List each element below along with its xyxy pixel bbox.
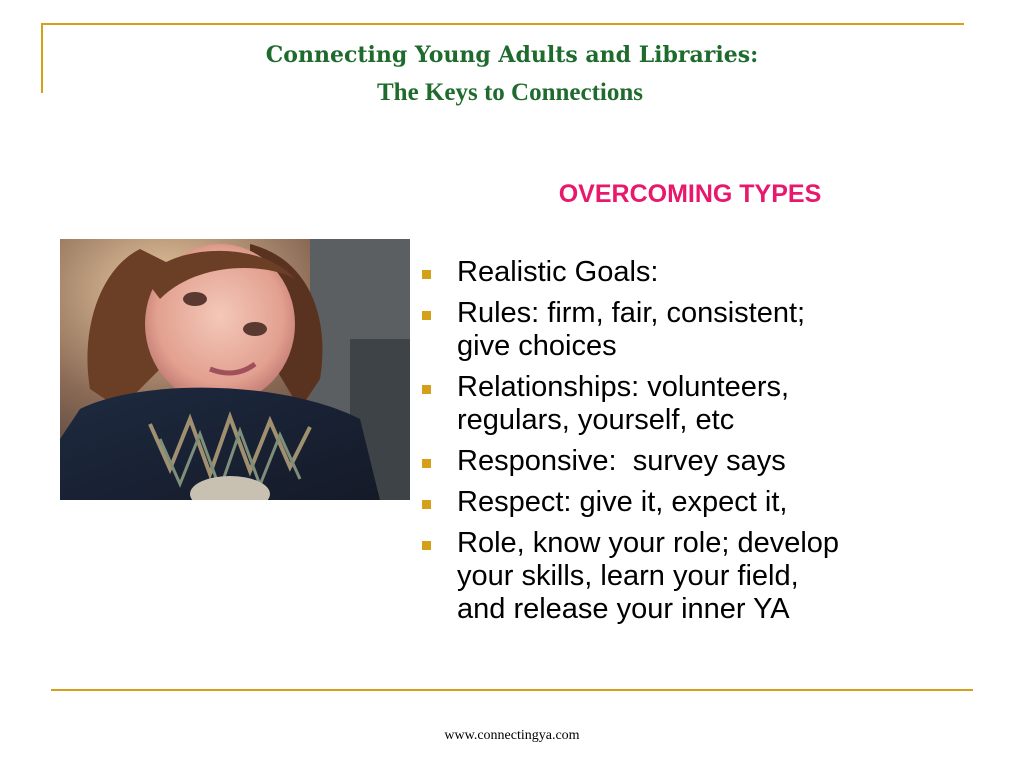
bullet-text: Rules: firm, fair, consistent; give choices bbox=[457, 297, 806, 362]
bullet-square-icon bbox=[422, 385, 431, 394]
bullet-square-icon bbox=[422, 270, 431, 279]
bullet-item bbox=[420, 371, 980, 437]
bullet-text: Realistic Goals: bbox=[457, 256, 659, 288]
bullet-square-icon bbox=[422, 541, 431, 550]
slide-title bbox=[0, 40, 1024, 108]
frame-top-rule bbox=[41, 23, 964, 25]
bullet-text: Responsive: survey says bbox=[457, 445, 786, 477]
bullet-item bbox=[420, 486, 980, 519]
bullet-square-icon bbox=[422, 311, 431, 320]
bullet-text: Role, know your role; develop your skills, learn your field, and release your inner YA bbox=[457, 527, 840, 625]
bullet-square-icon bbox=[422, 500, 431, 509]
section-heading: OVERCOMING TYPES bbox=[558, 180, 822, 208]
footer-rule bbox=[51, 689, 973, 691]
teen-photo bbox=[60, 239, 410, 500]
bullet-list bbox=[420, 256, 980, 634]
bullet-square-icon bbox=[422, 459, 431, 468]
title-line-2: The Keys to Connections bbox=[377, 79, 643, 106]
title-line-1: Connecting Young Adults and Libraries: bbox=[265, 42, 759, 68]
bullet-item bbox=[420, 445, 980, 478]
bullet-text: Relationships: volunteers, regulars, yourself, etc bbox=[457, 371, 790, 436]
bullet-item bbox=[420, 256, 980, 289]
footer-url: www.connectingya.com bbox=[444, 728, 580, 743]
bullet-item bbox=[420, 297, 980, 363]
teen-photo-image bbox=[60, 239, 410, 500]
bullet-item bbox=[420, 527, 980, 626]
bullet-text: Respect: give it, expect it, bbox=[457, 486, 788, 518]
